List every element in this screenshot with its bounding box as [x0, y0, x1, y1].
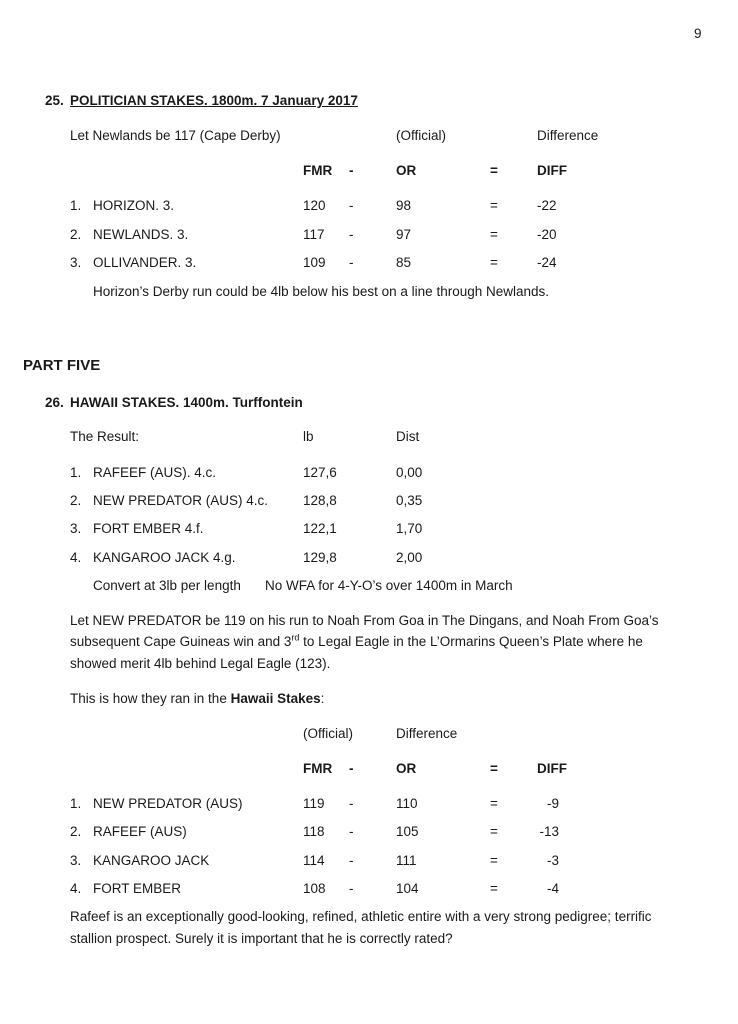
diff-value: -4: [546, 881, 559, 896]
equals-sign: =: [490, 853, 498, 868]
wfa-note: No WFA for 4-Y-O’s over 1400m in March: [265, 578, 513, 593]
row-number: 2.: [70, 493, 82, 508]
minus-sign: -: [349, 255, 354, 270]
section-25-intro: Let Newlands be 117 (Cape Derby): [70, 128, 281, 143]
fmr-value: 117: [303, 227, 325, 242]
result-label: The Result:: [70, 429, 140, 444]
horse-name: RAFEEF (AUS): [93, 824, 187, 839]
horse-name: NEW PREDATOR (AUS) 4.c.: [93, 493, 269, 508]
section-25-header-fmr: FMR: [303, 163, 333, 178]
row-number: 2.: [70, 227, 82, 242]
fmr-value: 118: [303, 824, 325, 839]
lb-label: lb: [303, 429, 314, 444]
section-26-number: 26.: [45, 395, 64, 410]
paragraph-text: to Legal Eagle in the L’Ormarins Queen’s Plate where he: [299, 634, 643, 649]
diff-value: -9: [546, 796, 559, 811]
section-25-title: POLITICIAN STAKES. 1800m. 7 January 2017: [70, 93, 358, 108]
horse-name: NEW PREDATOR (AUS): [93, 796, 243, 811]
dist-value: 2,00: [396, 550, 423, 565]
page-number: 9: [694, 26, 702, 41]
diff-value: -3: [546, 853, 559, 868]
dist-label: Dist: [396, 429, 420, 444]
lb-value: 122,1: [303, 521, 337, 536]
horse-name: RAFEEF (AUS). 4.c.: [93, 465, 217, 480]
ordinal-suffix: rd: [291, 632, 300, 643]
dist-value: 0,35: [396, 493, 423, 508]
or-value: 110: [396, 796, 418, 811]
horse-name: FORT EMBER 4.f.: [93, 521, 204, 536]
minus-sign: -: [349, 824, 354, 839]
diff-value: -22: [537, 198, 557, 213]
lb-value: 128,8: [303, 493, 337, 508]
section-25-header-or: OR: [396, 163, 417, 178]
header-eq: =: [490, 761, 498, 776]
minus-sign: -: [349, 881, 354, 896]
or-value: 104: [396, 881, 419, 896]
difference-label: Difference: [396, 726, 458, 741]
fmr-value: 108: [303, 881, 326, 896]
fmr-value: 114: [303, 853, 325, 868]
intro-text: This is how they ran in the: [70, 691, 231, 706]
equals-sign: =: [490, 881, 498, 896]
equals-sign: =: [490, 824, 498, 839]
horse-name: NEWLANDS. 3.: [93, 227, 189, 242]
diff-value: -24: [537, 255, 557, 270]
row-number: 3.: [70, 255, 82, 270]
header-or: OR: [396, 761, 417, 776]
paragraph-line: showed merit 4lb behind Legal Eagle (123).: [70, 656, 331, 671]
row-number: 1.: [70, 796, 82, 811]
paragraph-text: subsequent Cape Guineas win and 3: [70, 634, 292, 649]
horse-name: KANGAROO JACK 4.g.: [93, 550, 236, 565]
row-number: 4.: [70, 550, 82, 565]
minus-sign: -: [349, 796, 354, 811]
official-label: (Official): [303, 726, 354, 741]
diff-value: -20: [537, 227, 557, 242]
or-value: 111: [396, 853, 417, 868]
header-minus: -: [349, 761, 354, 776]
or-value: 85: [396, 255, 412, 270]
header-fmr: FMR: [303, 761, 333, 776]
horse-name: FORT EMBER: [93, 881, 182, 896]
section-26-title: HAWAII STAKES. 1400m. Turffontein: [70, 395, 303, 410]
horse-name: HORIZON. 3.: [93, 198, 175, 213]
closing-line: Rafeef is an exceptionally good-looking, refined, athletic entire with a very strong pedigree; terrific: [70, 909, 652, 924]
equals-sign: =: [490, 255, 498, 270]
dist-value: 0,00: [396, 465, 423, 480]
intro-bold: Hawaii Stakes: [230, 691, 321, 706]
section-25-header-diff: DIFF: [537, 163, 567, 178]
section-25-official-label: (Official): [396, 128, 447, 143]
intro-colon: :: [320, 691, 325, 706]
lb-value: 127,6: [303, 465, 337, 480]
fmr-value: 120: [303, 198, 326, 213]
hawaii-intro: [70, 691, 324, 707]
section-25-note: Horizon’s Derby run could be 4lb below his best on a line through Newlands.: [93, 284, 550, 299]
lb-value: 129,8: [303, 550, 337, 565]
row-number: 3.: [70, 853, 82, 868]
row-number: 3.: [70, 521, 82, 536]
or-value: 97: [396, 227, 412, 242]
or-value: 105: [396, 824, 419, 839]
minus-sign: -: [349, 853, 354, 868]
fmr-value: 109: [303, 255, 326, 270]
section-25-difference-label: Difference: [537, 128, 599, 143]
or-value: 98: [396, 198, 412, 213]
minus-sign: -: [349, 198, 354, 213]
row-number: 2.: [70, 824, 82, 839]
equals-sign: =: [490, 796, 498, 811]
horse-name: OLLIVANDER. 3.: [93, 255, 197, 270]
horse-name: KANGAROO JACK: [93, 853, 210, 868]
section-25-header-minus: -: [349, 163, 354, 178]
dist-value: 1,70: [396, 521, 423, 536]
part-heading: PART FIVE: [23, 357, 101, 374]
row-number: 1.: [70, 198, 82, 213]
minus-sign: -: [349, 227, 354, 242]
paragraph-line: Let NEW PREDATOR be 119 on his run to Noah From Goa in The Dingans, and Noah From Goa’s: [70, 613, 659, 628]
paragraph-line: [70, 634, 643, 650]
closing-line: stallion prospect. Surely it is important that he is correctly rated?: [70, 931, 453, 946]
row-number: 4.: [70, 881, 82, 896]
header-diff: DIFF: [537, 761, 567, 776]
fmr-value: 119: [303, 796, 325, 811]
section-25-header-eq: =: [490, 163, 498, 178]
diff-value: -13: [539, 824, 559, 839]
equals-sign: =: [490, 198, 498, 213]
section-25-number: 25.: [45, 93, 64, 108]
row-number: 1.: [70, 465, 82, 480]
convert-note: Convert at 3lb per length: [93, 578, 241, 593]
equals-sign: =: [490, 227, 498, 242]
